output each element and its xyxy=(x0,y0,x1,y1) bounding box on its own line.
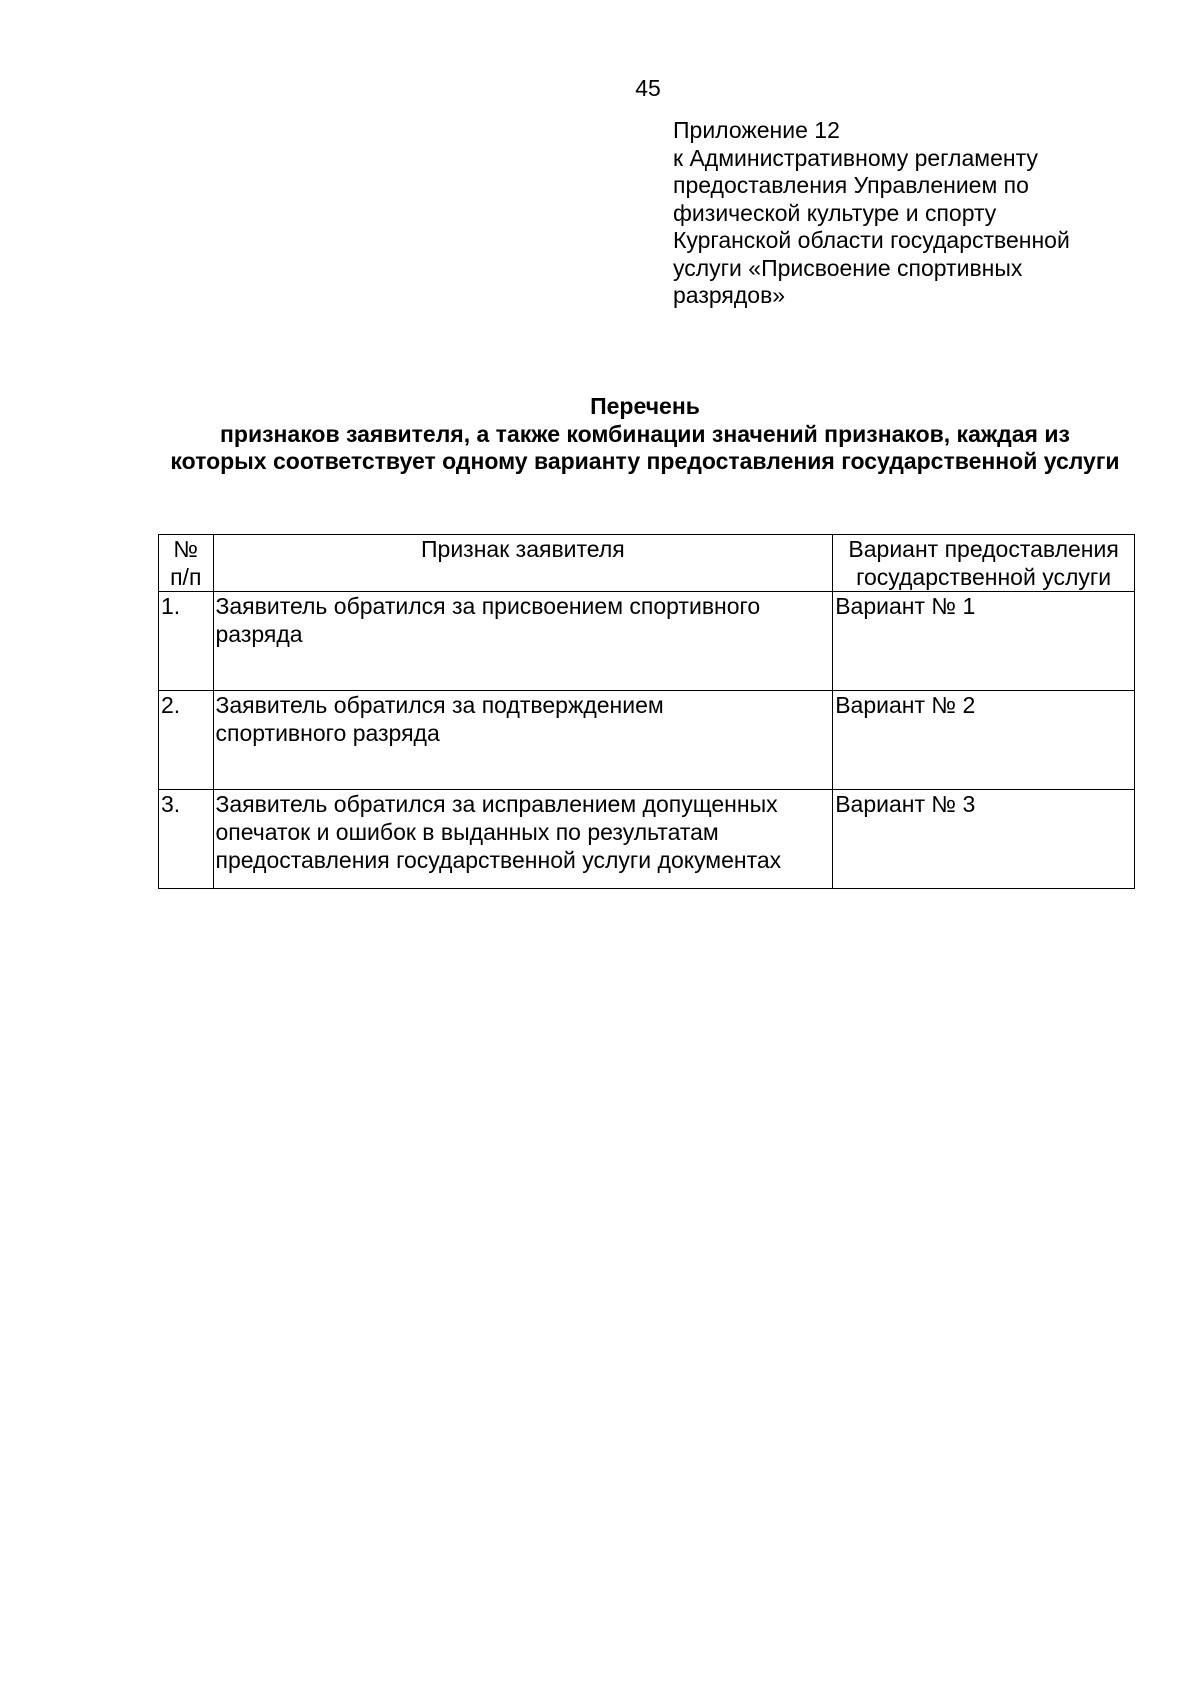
page-number: 45 xyxy=(635,75,661,101)
row-sign xyxy=(213,592,833,691)
header-variant-line: Вариант предоставления xyxy=(848,536,1119,562)
row-num: 2. xyxy=(159,691,214,790)
table-row xyxy=(159,592,1135,691)
criteria-table xyxy=(158,534,1135,889)
row-sign-line: спортивного разряда xyxy=(215,720,440,746)
header-variant xyxy=(833,535,1135,592)
document-title xyxy=(100,393,1190,476)
header-sign: Признак заявителя xyxy=(213,535,833,592)
table-row xyxy=(159,691,1135,790)
appendix-line: услуги «Присвоение спортивных xyxy=(673,254,1023,281)
row-sign-line: разряда xyxy=(215,621,303,647)
title-subtitle-line: признаков заявителя, а также комбинации значений признаков, каждая из xyxy=(220,420,1070,447)
header-num-line: № xyxy=(173,536,199,562)
row-sign xyxy=(213,691,833,790)
appendix-line: физической культуре и спорту xyxy=(673,199,997,226)
row-variant: Вариант № 1 xyxy=(833,592,1135,691)
row-sign xyxy=(213,790,833,889)
appendix-line: Приложение 12 xyxy=(673,117,840,143)
row-variant: Вариант № 3 xyxy=(833,790,1135,889)
row-variant: Вариант № 2 xyxy=(833,691,1135,790)
appendix-line: разрядов» xyxy=(673,282,786,308)
appendix-block xyxy=(673,117,1143,310)
header-variant-line: государственной услуги xyxy=(856,564,1112,590)
title-heading: Перечень xyxy=(590,393,700,419)
title-subtitle-line: которых соответствует одному варианту предоставления государственной услуги xyxy=(170,448,1120,474)
header-num xyxy=(159,535,214,592)
appendix-line: предоставления Управлением по xyxy=(673,172,1029,198)
table-header-row xyxy=(159,535,1135,592)
header-num-line: п/п xyxy=(170,564,202,590)
appendix-line: Курганской области государственной xyxy=(673,227,1070,253)
appendix-line: к Административному регламенту xyxy=(673,144,1038,171)
row-sign-line: Заявитель обратился за исправлением допущенных xyxy=(215,791,778,817)
row-num: 1. xyxy=(159,592,214,691)
table-row xyxy=(159,790,1135,889)
row-sign-line: Заявитель обратился за присвоением спортивного xyxy=(215,593,761,619)
row-sign-line: предоставления государственной услуги документах xyxy=(215,847,782,873)
row-sign-line: опечаток и ошибок в выданных по результатам xyxy=(215,819,719,845)
row-sign-line: Заявитель обратился за подтверждением xyxy=(215,692,664,718)
row-num: 3. xyxy=(159,790,214,889)
